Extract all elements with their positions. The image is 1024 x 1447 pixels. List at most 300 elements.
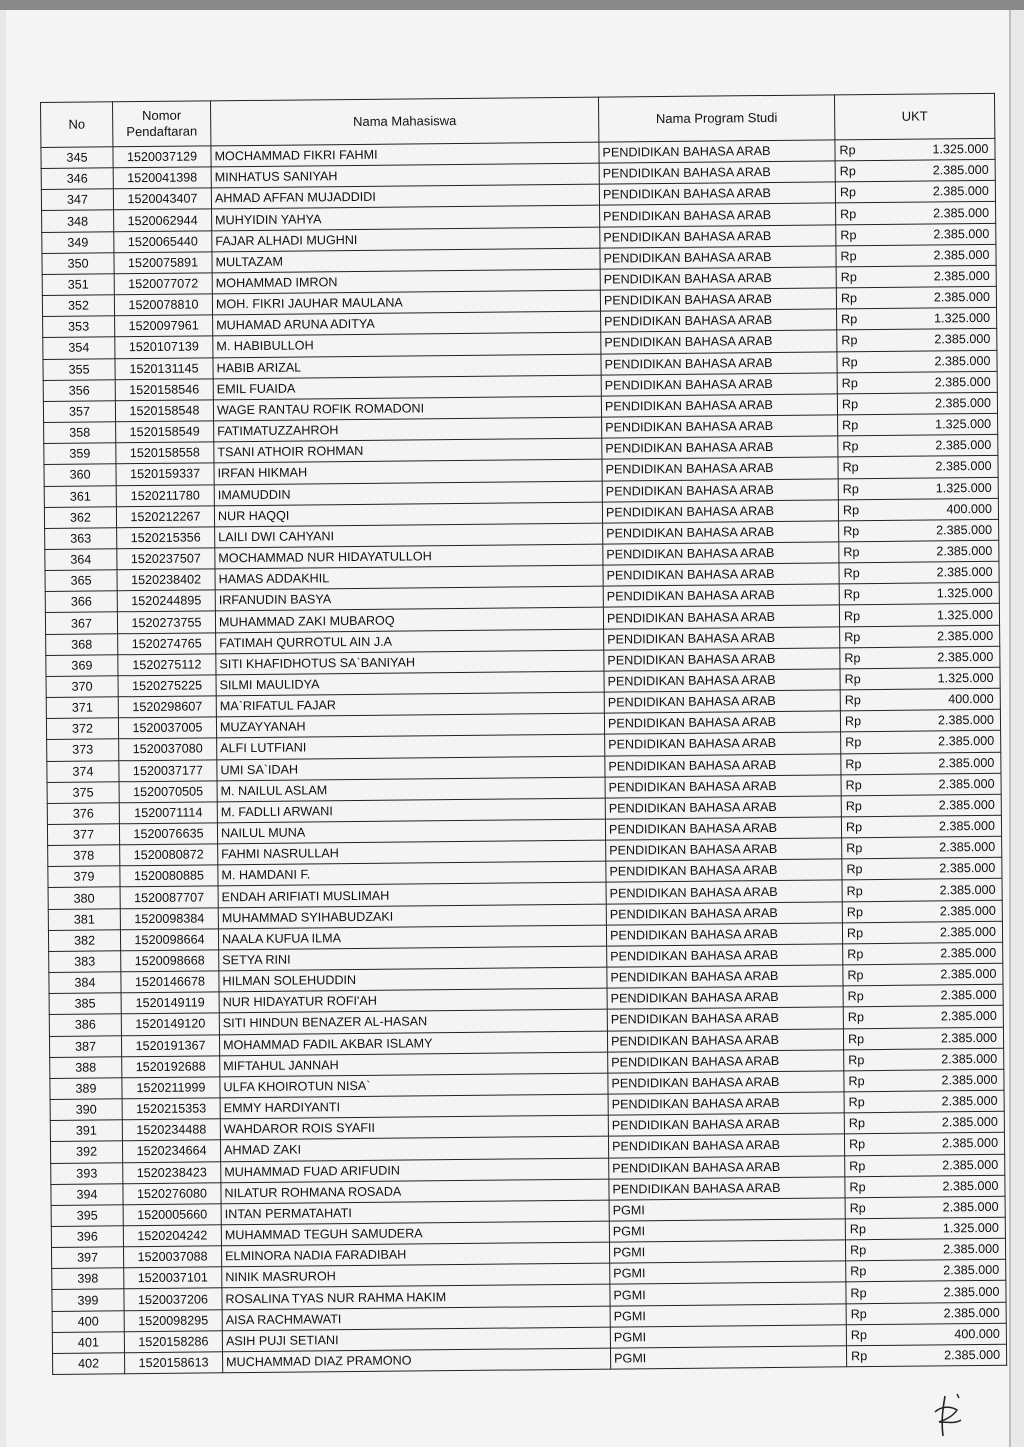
study-program: PENDIDIKAN BAHASA ARAB [607, 965, 843, 988]
student-name: IRFANUDIN BASYA [215, 586, 603, 611]
ukt-table [40, 93, 1007, 1375]
registration-number: 1520204242 [123, 1225, 221, 1247]
student-name: MIFTAHUL JANNAH [220, 1052, 608, 1077]
ukt-amount: 1.325.000 [879, 583, 999, 605]
header-ukt: UKT [834, 93, 994, 140]
ukt-amount: 1.325.000 [879, 604, 999, 626]
currency-label: Rp [836, 203, 876, 225]
ukt-amount: 2.385.000 [875, 181, 995, 203]
ukt-amount: 2.385.000 [885, 1196, 1005, 1218]
currency-label: Rp [845, 1155, 885, 1177]
study-program: PGMI [610, 1282, 846, 1305]
ukt-amount: 2.385.000 [876, 244, 996, 266]
registration-number: 1520037005 [118, 717, 216, 739]
row-number: 379 [48, 866, 120, 888]
ukt-amount: 2.385.000 [886, 1260, 1006, 1282]
student-name: ALFI LUTFIANI [217, 734, 605, 759]
registration-number: 1520191367 [121, 1034, 219, 1056]
currency-label: Rp [846, 1261, 886, 1283]
student-name: HAMAS ADDAKHIL [215, 565, 603, 590]
currency-label: Rp [841, 816, 881, 838]
registration-number: 1520275112 [118, 654, 216, 676]
student-name: FAHMI NASRULLAH [218, 840, 606, 865]
currency-label: Rp [835, 182, 875, 204]
registration-number: 1520037080 [119, 738, 217, 760]
registration-number: 1520097961 [115, 315, 213, 337]
registration-number: 1520037101 [124, 1267, 222, 1289]
student-name: MULTAZAM [212, 248, 600, 273]
currency-label: Rp [842, 859, 882, 881]
ukt-amount: 2.385.000 [882, 900, 1002, 922]
registration-number: 1520211780 [116, 484, 214, 506]
currency-label: Rp [836, 224, 876, 246]
student-name: IRFAN HIKMAH [214, 459, 602, 484]
registration-number: 1520098295 [124, 1309, 222, 1331]
student-name: TSANI ATHOIR ROHMAN [214, 438, 602, 463]
student-name: EMMY HARDIYANTI [220, 1094, 608, 1119]
row-number: 391 [50, 1120, 122, 1142]
student-name: MOCHAMMAD NUR HIDAYATULLOH [215, 544, 603, 569]
study-program: PENDIDIKAN BAHASA ARAB [605, 817, 841, 840]
registration-number: 1520158549 [116, 421, 214, 443]
row-number: 369 [46, 655, 118, 677]
currency-label: Rp [844, 1049, 884, 1071]
currency-label: Rp [838, 436, 878, 458]
registration-number: 1520234664 [122, 1140, 220, 1162]
row-number: 368 [46, 633, 118, 655]
currency-label: Rp [846, 1345, 886, 1367]
handwritten-initial-mark [931, 1392, 965, 1440]
student-name: MUZAYYANAH [216, 713, 604, 738]
study-program: PENDIDIKAN BAHASA ARAB [599, 140, 835, 163]
registration-number: 1520244895 [117, 590, 215, 612]
header-nama-mahasiswa: Nama Mahasiswa [210, 97, 598, 146]
student-name: NUR HIDAYATUR ROFI'AH [219, 988, 607, 1013]
row-number: 398 [52, 1268, 124, 1290]
student-name: HABIB ARIZAL [213, 354, 601, 379]
ukt-amount: 1.325.000 [880, 667, 1000, 689]
ukt-amount: 2.385.000 [879, 519, 999, 541]
student-name: SITI HINDUN BENAZER AL-HASAN [219, 1010, 607, 1035]
ukt-amount: 2.385.000 [881, 752, 1001, 774]
registration-number: 1520037129 [113, 146, 211, 168]
currency-label: Rp [844, 1070, 884, 1092]
currency-label: Rp [837, 330, 877, 352]
currency-label: Rp [846, 1324, 886, 1346]
student-name: NAALA KUFUA ILMA [218, 925, 606, 950]
ukt-amount: 2.385.000 [884, 1133, 1004, 1155]
study-program: PENDIDIKAN BAHASA ARAB [608, 1092, 844, 1115]
study-program: PGMI [609, 1240, 845, 1263]
row-number: 373 [47, 739, 119, 761]
study-program: PGMI [609, 1198, 845, 1221]
registration-number: 1520215356 [117, 527, 215, 549]
row-number: 346 [41, 168, 113, 190]
student-name: MUHAMMAD ZAKI MUBAROQ [215, 608, 603, 633]
ukt-amount: 2.385.000 [881, 794, 1001, 816]
row-number: 390 [50, 1099, 122, 1121]
ukt-amount: 2.385.000 [883, 1006, 1003, 1028]
student-name: WAHDAROR ROIS SYAFII [220, 1115, 608, 1140]
row-number: 401 [52, 1331, 124, 1353]
study-program: PENDIDIKAN BAHASA ARAB [608, 1071, 844, 1094]
row-number: 347 [41, 189, 113, 211]
student-name: ULFA KHOIROTUN NISA` [220, 1073, 608, 1098]
student-name: M. FADLLI ARWANI [217, 798, 605, 823]
registration-number: 1520098664 [120, 929, 218, 951]
row-number: 372 [46, 718, 118, 740]
ukt-amount: 2.385.000 [882, 921, 1002, 943]
row-number: 386 [49, 1014, 121, 1036]
row-number: 348 [42, 210, 114, 232]
student-name: NAILUL MUNA [217, 819, 605, 844]
row-number: 360 [44, 464, 116, 486]
study-program: PENDIDIKAN BAHASA ARAB [603, 605, 839, 628]
row-number: 350 [42, 253, 114, 275]
registration-number: 1520087707 [120, 886, 218, 908]
row-number: 345 [41, 147, 113, 169]
registration-number: 1520211999 [122, 1077, 220, 1099]
study-program: PENDIDIKAN BAHASA ARAB [604, 648, 840, 671]
ukt-amount: 2.385.000 [883, 1027, 1003, 1049]
ukt-amount: 2.385.000 [876, 265, 996, 287]
study-program: PGMI [610, 1261, 846, 1284]
currency-label: Rp [841, 795, 881, 817]
row-number: 359 [44, 443, 116, 465]
registration-number: 1520238423 [123, 1161, 221, 1183]
registration-number: 1520275225 [118, 675, 216, 697]
registration-number: 1520070505 [119, 781, 217, 803]
student-name: NUR HAQQI [214, 502, 602, 527]
student-name: AHMAD ZAKI [220, 1136, 608, 1161]
student-name: HILMAN SOLEHUDDIN [219, 967, 607, 992]
student-name: NINIK MASRUROH [222, 1263, 610, 1288]
currency-label: Rp [842, 901, 882, 923]
registration-number: 1520076635 [119, 823, 217, 845]
student-name: MOCHAMMAD FIKRI FAHMI [211, 142, 599, 167]
currency-label: Rp [846, 1303, 886, 1325]
student-name: MUHYIDIN YAHYA [212, 206, 600, 231]
registration-number: 1520080872 [120, 844, 218, 866]
currency-label: Rp [836, 245, 876, 267]
study-program: PENDIDIKAN BAHASA ARAB [599, 182, 835, 205]
student-name: M. HAMDANI F. [218, 861, 606, 886]
ukt-amount: 2.385.000 [885, 1238, 1005, 1260]
registration-number: 1520043407 [113, 188, 211, 210]
row-number: 374 [47, 760, 119, 782]
student-name: FATIMAH QURROTUL AIN J.A [216, 629, 604, 654]
student-name: EMIL FUAIDA [213, 375, 601, 400]
registration-number: 1520274765 [118, 632, 216, 654]
ukt-amount: 2.385.000 [883, 963, 1003, 985]
ukt-amount: 2.385.000 [877, 371, 997, 393]
student-name: MOHAMMAD FADIL AKBAR ISLAMY [219, 1031, 607, 1056]
ukt-amount: 2.385.000 [881, 731, 1001, 753]
currency-label: Rp [837, 351, 877, 373]
student-name: M. HABIBULLOH [213, 333, 601, 358]
header-nomor-pendaftaran [113, 101, 211, 147]
ukt-amount: 1.325.000 [875, 138, 995, 160]
registration-number: 1520037088 [123, 1246, 221, 1268]
currency-label: Rp [840, 690, 880, 712]
currency-label: Rp [839, 563, 879, 585]
row-number: 352 [42, 295, 114, 317]
currency-label: Rp [840, 647, 880, 669]
ukt-amount: 2.385.000 [880, 646, 1000, 668]
student-name: ASIH PUJI SETIANI [222, 1327, 610, 1352]
study-program: PENDIDIKAN BAHASA ARAB [603, 521, 839, 544]
student-name: WAGE RANTAU ROFIK ROMADONI [213, 396, 601, 421]
student-name: MUCHAMMAD DIAZ PRAMONO [223, 1348, 611, 1373]
study-program: PENDIDIKAN BAHASA ARAB [603, 584, 839, 607]
currency-label: Rp [842, 922, 882, 944]
study-program: PENDIDIKAN BAHASA ARAB [606, 880, 842, 903]
ukt-amount: 2.385.000 [886, 1302, 1006, 1324]
ukt-amount: 2.385.000 [883, 985, 1003, 1007]
currency-label: Rp [838, 499, 878, 521]
currency-label: Rp [843, 943, 883, 965]
row-number: 396 [51, 1226, 123, 1248]
study-program: PENDIDIKAN BAHASA ARAB [600, 224, 836, 247]
row-number: 378 [48, 845, 120, 867]
registration-number: 1520158613 [125, 1352, 223, 1374]
registration-number: 1520276080 [123, 1182, 221, 1204]
study-program: PENDIDIKAN BAHASA ARAB [604, 669, 840, 692]
student-name: ENDAH ARIFIATI MUSLIMAH [218, 883, 606, 908]
study-program: PENDIDIKAN BAHASA ARAB [606, 859, 842, 882]
row-number: 366 [45, 591, 117, 613]
study-program: PENDIDIKAN BAHASA ARAB [608, 1113, 844, 1136]
registration-number: 1520131145 [115, 357, 213, 379]
row-number: 380 [48, 887, 120, 909]
ukt-amount: 2.385.000 [884, 1048, 1004, 1070]
study-program: PENDIDIKAN BAHASA ARAB [606, 901, 842, 924]
header-no: No [41, 102, 113, 148]
student-name: NILATUR ROHMANA ROSADA [221, 1179, 609, 1204]
study-program: PENDIDIKAN BAHASA ARAB [601, 373, 837, 396]
study-program: PGMI [609, 1219, 845, 1242]
ukt-amount: 2.385.000 [881, 773, 1001, 795]
study-program: PENDIDIKAN BAHASA ARAB [600, 267, 836, 290]
row-number: 385 [49, 993, 121, 1015]
study-program: PENDIDIKAN BAHASA ARAB [603, 542, 839, 565]
study-program: PENDIDIKAN BAHASA ARAB [605, 775, 841, 798]
currency-label: Rp [838, 415, 878, 437]
row-number: 365 [45, 570, 117, 592]
row-number: 397 [51, 1247, 123, 1269]
currency-label: Rp [837, 309, 877, 331]
ukt-amount: 2.385.000 [882, 879, 1002, 901]
row-number: 349 [42, 231, 114, 253]
currency-label: Rp [837, 372, 877, 394]
ukt-amount: 2.385.000 [879, 540, 999, 562]
currency-label: Rp [844, 1113, 884, 1135]
study-program: PENDIDIKAN BAHASA ARAB [601, 394, 837, 417]
registration-number: 1520149119 [121, 992, 219, 1014]
study-program: PENDIDIKAN BAHASA ARAB [599, 161, 835, 184]
currency-label: Rp [839, 605, 879, 627]
study-program: PENDIDIKAN BAHASA ARAB [604, 711, 840, 734]
registration-number: 1520005660 [123, 1204, 221, 1226]
ukt-amount: 2.385.000 [886, 1281, 1006, 1303]
study-program: PENDIDIKAN BAHASA ARAB [603, 563, 839, 586]
row-number: 358 [44, 422, 116, 444]
registration-number: 1520041398 [113, 167, 211, 189]
ukt-amount: 2.385.000 [880, 625, 1000, 647]
study-program: PENDIDIKAN BAHASA ARAB [607, 986, 843, 1009]
currency-label: Rp [843, 986, 883, 1008]
registration-number: 1520234488 [122, 1119, 220, 1141]
ukt-amount: 2.385.000 [876, 202, 996, 224]
header-nomor-line2: Pendaftaran [126, 123, 198, 140]
study-program: PENDIDIKAN BAHASA ARAB [601, 351, 837, 374]
study-program: PENDIDIKAN BAHASA ARAB [604, 690, 840, 713]
student-name: SITI KHAFIDHOTUS SA`BANIYAH [216, 650, 604, 675]
registration-number: 1520080885 [120, 865, 218, 887]
registration-number: 1520212267 [116, 506, 214, 528]
study-program: PENDIDIKAN BAHASA ARAB [604, 626, 840, 649]
row-number: 395 [51, 1205, 123, 1227]
currency-label: Rp [842, 838, 882, 860]
ukt-amount: 2.385.000 [884, 1069, 1004, 1091]
study-program: PENDIDIKAN BAHASA ARAB [605, 732, 841, 755]
study-program: PGMI [610, 1303, 846, 1326]
currency-label: Rp [838, 478, 878, 500]
ukt-amount: 2.385.000 [877, 392, 997, 414]
row-number: 382 [48, 930, 120, 952]
row-number: 367 [45, 612, 117, 634]
row-number: 364 [45, 549, 117, 571]
currency-label: Rp [837, 393, 877, 415]
student-name: ROSALINA TYAS NUR RAHMA HAKIM [222, 1285, 610, 1310]
study-program: PGMI [610, 1346, 846, 1369]
student-name: MUHAMMAD TEGUH SAMUDERA [221, 1221, 609, 1246]
currency-label: Rp [843, 1028, 883, 1050]
currency-label: Rp [843, 965, 883, 987]
registration-number: 1520077072 [114, 273, 212, 295]
student-name: MUHAMMAD SYIHABUDZAKI [218, 904, 606, 929]
currency-label: Rp [843, 1007, 883, 1029]
row-number: 402 [53, 1353, 125, 1375]
table-body [41, 138, 1007, 1374]
currency-label: Rp [836, 266, 876, 288]
registration-number: 1520273755 [117, 611, 215, 633]
student-name: LAILI DWI CAHYANI [215, 523, 603, 548]
row-number: 393 [51, 1162, 123, 1184]
currency-label: Rp [842, 880, 882, 902]
ukt-amount: 2.385.000 [878, 456, 998, 478]
row-number: 388 [50, 1056, 122, 1078]
row-number: 371 [46, 697, 118, 719]
row-number: 370 [46, 676, 118, 698]
study-program: PENDIDIKAN BAHASA ARAB [607, 1028, 843, 1051]
registration-number: 1520071114 [119, 802, 217, 824]
currency-label: Rp [841, 753, 881, 775]
registration-number: 1520078810 [114, 294, 212, 316]
student-name: MA`RIFATUL FAJAR [216, 692, 604, 717]
currency-label: Rp [841, 732, 881, 754]
scanned-page [6, 10, 1011, 1447]
student-name: MOHAMMAD IMRON [212, 269, 600, 294]
row-number: 394 [51, 1183, 123, 1205]
row-number: 351 [42, 274, 114, 296]
study-program: PENDIDIKAN BAHASA ARAB [602, 415, 838, 438]
registration-number: 1520037177 [119, 759, 217, 781]
study-program: PENDIDIKAN BAHASA ARAB [600, 288, 836, 311]
currency-label: Rp [835, 139, 875, 161]
registration-number: 1520158558 [116, 442, 214, 464]
study-program: PENDIDIKAN BAHASA ARAB [608, 1050, 844, 1073]
study-program: PENDIDIKAN BAHASA ARAB [605, 753, 841, 776]
student-name: ELMINORA NADIA FARADIBAH [221, 1242, 609, 1267]
study-program: PENDIDIKAN BAHASA ARAB [601, 330, 837, 353]
ukt-amount: 400.000 [886, 1323, 1006, 1345]
study-program: PENDIDIKAN BAHASA ARAB [602, 457, 838, 480]
row-number: 384 [49, 972, 121, 994]
ukt-amount: 2.385.000 [879, 561, 999, 583]
currency-label: Rp [844, 1091, 884, 1113]
ukt-amount: 1.325.000 [877, 308, 997, 330]
row-number: 375 [47, 781, 119, 803]
registration-number: 1520149120 [121, 1013, 219, 1035]
study-program: PENDIDIKAN BAHASA ARAB [607, 944, 843, 967]
registration-number: 1520158546 [115, 379, 213, 401]
registration-number: 1520192688 [122, 1056, 220, 1078]
ukt-amount: 2.385.000 [882, 836, 1002, 858]
currency-label: Rp [840, 626, 880, 648]
registration-number: 1520065440 [114, 230, 212, 252]
registration-number: 1520298607 [118, 696, 216, 718]
study-program: PENDIDIKAN BAHASA ARAB [602, 436, 838, 459]
currency-label: Rp [836, 288, 876, 310]
student-name: AHMAD AFFAN MUJADDIDI [211, 184, 599, 209]
currency-label: Rp [838, 457, 878, 479]
currency-label: Rp [839, 520, 879, 542]
registration-number: 1520098668 [121, 950, 219, 972]
ukt-amount: 1.325.000 [878, 477, 998, 499]
currency-label: Rp [839, 541, 879, 563]
row-number: 354 [43, 337, 115, 359]
ukt-amount: 400.000 [880, 688, 1000, 710]
study-program: PENDIDIKAN BAHASA ARAB [606, 923, 842, 946]
registration-number: 1520238402 [117, 569, 215, 591]
student-name: INTAN PERMATAHATI [221, 1200, 609, 1225]
currency-label: Rp [835, 161, 875, 183]
row-number: 392 [50, 1141, 122, 1163]
row-number: 383 [49, 951, 121, 973]
header-program-studi: Nama Program Studi [598, 95, 834, 142]
row-number: 376 [47, 803, 119, 825]
study-program: PENDIDIKAN BAHASA ARAB [602, 500, 838, 523]
registration-number: 1520158286 [124, 1331, 222, 1353]
row-number: 362 [44, 506, 116, 528]
ukt-amount: 2.385.000 [880, 710, 1000, 732]
row-number: 387 [49, 1035, 121, 1057]
student-name: FAJAR ALHADI MUGHNI [212, 227, 600, 252]
row-number: 353 [43, 316, 115, 338]
registration-number: 1520146678 [121, 971, 219, 993]
currency-label: Rp [840, 668, 880, 690]
row-number: 381 [48, 908, 120, 930]
currency-label: Rp [845, 1197, 885, 1219]
registration-number: 1520062944 [114, 209, 212, 231]
ukt-amount: 2.385.000 [875, 159, 995, 181]
study-program: PENDIDIKAN BAHASA ARAB [606, 838, 842, 861]
study-program: PENDIDIKAN BAHASA ARAB [601, 309, 837, 332]
scan-top-band [0, 0, 1024, 10]
student-name: UMI SA`IDAH [217, 756, 605, 781]
registration-number: 1520098384 [120, 907, 218, 929]
